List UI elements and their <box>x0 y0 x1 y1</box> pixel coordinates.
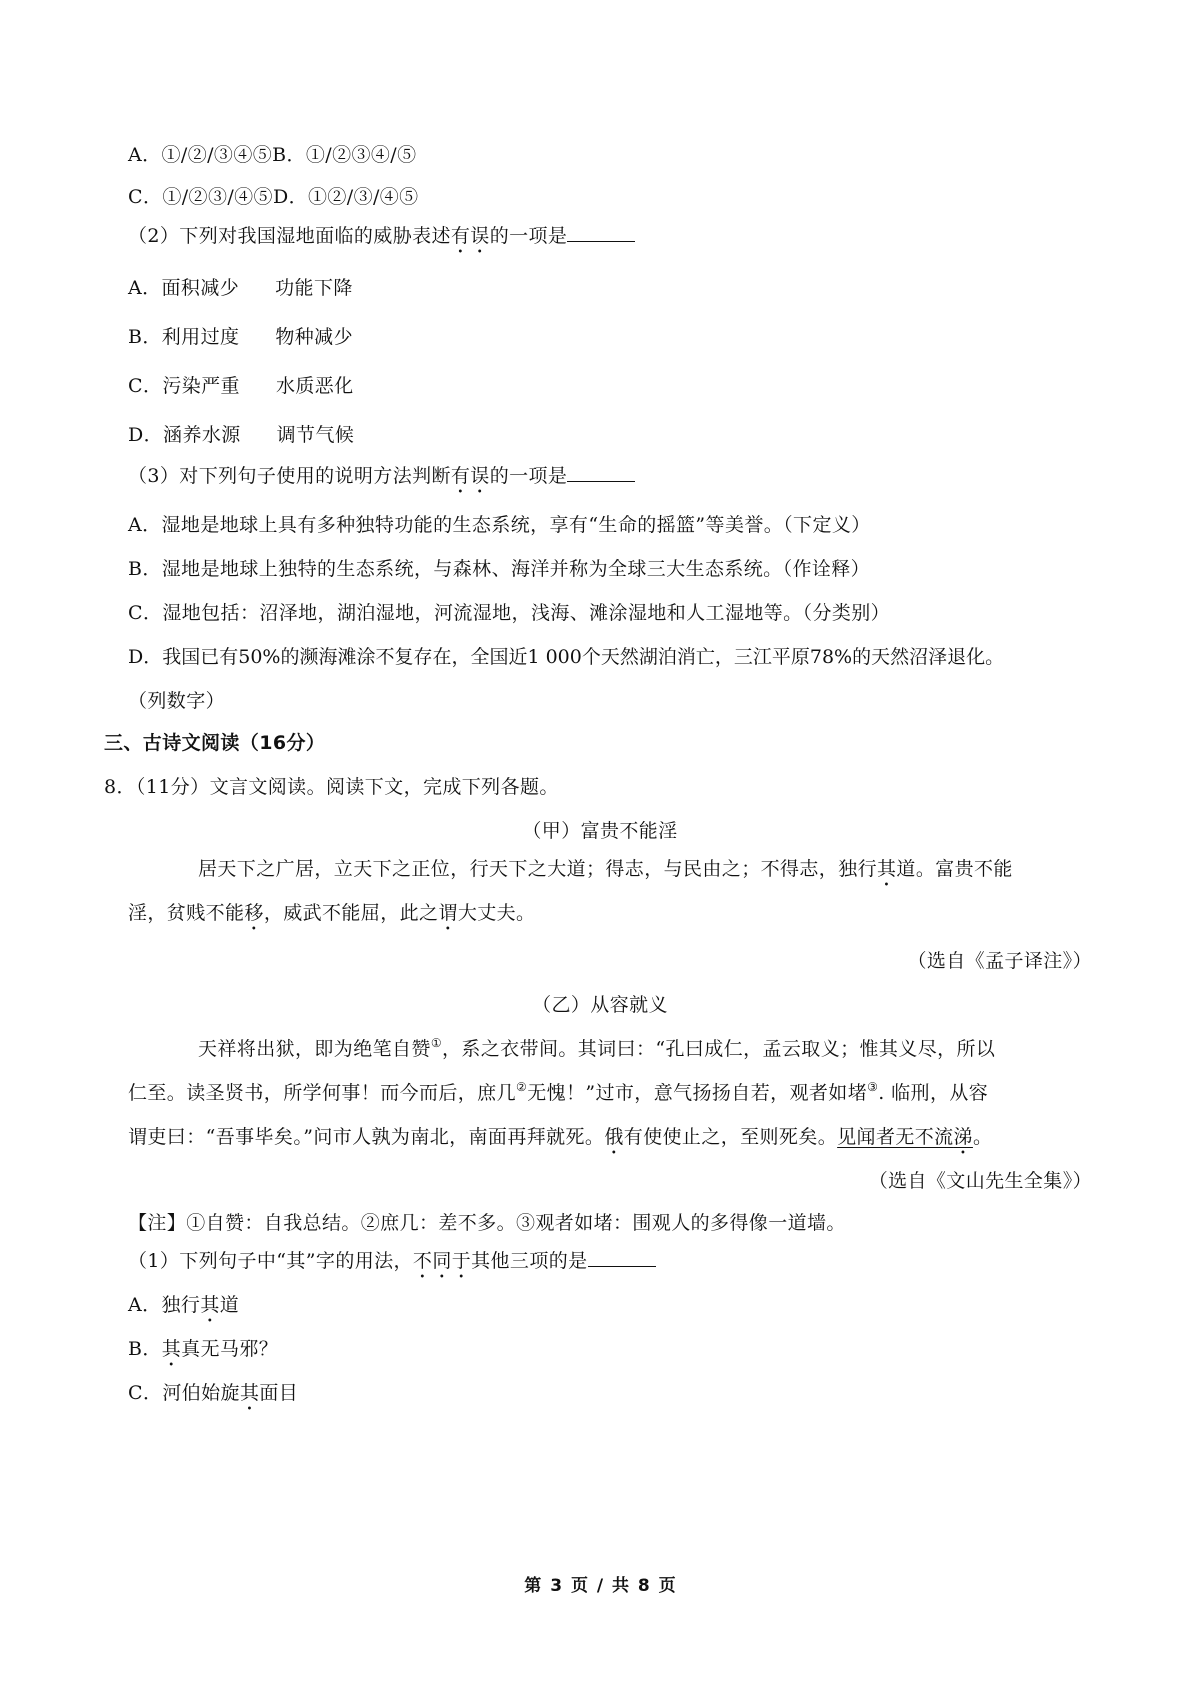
option-text: 涵养水源 <box>163 424 241 446</box>
passage-text: ，威武不能屈，此之 <box>263 902 439 924</box>
option-text: 道 <box>219 1294 240 1316</box>
emphasis-char: 其 <box>200 1294 220 1316</box>
footnote-mark: ② <box>516 1080 528 1094</box>
option-text: 利用过度 <box>161 326 240 348</box>
emphasis-text: 不同于 <box>412 1250 472 1272</box>
passage-text: 天祥将出狱，即为绝笔自赞 <box>198 1038 431 1060</box>
option-text: A．独行 <box>128 1294 201 1316</box>
passage-text: 大丈夫。 <box>457 902 536 924</box>
passage-yi-line3 <box>128 1124 992 1159</box>
annotation-note: 【注】①自赞：自我总结。②庶几：差不多。③观者如堵：围观人的多得像一道墙。 <box>128 1212 846 1234</box>
passage-text: 。 <box>972 1126 993 1148</box>
option-text: 水质恶化 <box>275 375 354 397</box>
answer-blank <box>567 223 635 242</box>
footnote-mark: ① <box>430 1036 442 1050</box>
emphasis-char: 移 <box>244 902 264 924</box>
q7-sub3-text: （3）对下列句子使用的说明方法判断 <box>128 465 451 487</box>
q8-sub1-question <box>128 1248 656 1283</box>
passage-jia-source: （选自《孟子译注》） <box>907 950 1092 972</box>
passage-text: 淫，贫贱不能 <box>128 902 245 924</box>
emphasis-char: 谓 <box>438 902 458 924</box>
answer-blank <box>567 463 635 482</box>
q7-sub2-option-c <box>128 373 354 399</box>
passage-text: 居天下之广居，立天下之正位，行天下之大道；得志，与民由之；不得志，独行 <box>198 858 878 880</box>
option-text: C．河伯始旋 <box>128 1382 240 1404</box>
q7-sub3-option-a: A．湿地是地球上具有多种独特功能的生态系统，享有“生命的摇篮”等美誉。（下定义） <box>128 514 871 536</box>
footnote-mark: ③ <box>867 1080 879 1094</box>
q7-sub3-option-b: B．湿地是地球上独特的生态系统，与森林、海洋并称为全球三大生态系统。（作诠释） <box>128 558 871 580</box>
q7-sub3-option-d: D．我国已有50%的濒海滩涂不复存在，全国近1 000个天然湖泊消亡，三江平原78%的天然沼泽退化。 <box>128 646 1005 668</box>
underlined-sentence: 见闻者无不流 <box>837 1126 954 1148</box>
q7-sub3-option-d-cont: （列数字） <box>128 690 226 712</box>
passage-yi-title: （乙）从容就义 <box>532 994 668 1016</box>
question-text: 其他三项的是 <box>471 1250 588 1272</box>
passage-text: ，系之衣带间。其词曰：“孔曰成仁，孟云取义；惟其义尽，所以 <box>441 1038 996 1060</box>
option-label: B． <box>128 326 162 348</box>
q7-sub3-text-end: 的一项是 <box>489 465 568 487</box>
emphasis-char: 涕 <box>953 1126 973 1148</box>
passage-yi-line1 <box>198 1036 995 1062</box>
option-label: D． <box>128 424 164 446</box>
passage-text: 谓吏曰：“吾事毕矣。”问市人孰为南北，南面再拜就死。 <box>128 1126 605 1148</box>
passage-jia-title: （甲）富贵不能淫 <box>522 820 678 842</box>
option-label: C． <box>128 375 163 397</box>
passage-yi-source: （选自《文山先生全集》） <box>868 1170 1092 1192</box>
passage-yi-line2 <box>128 1080 988 1106</box>
option-text: 物种减少 <box>275 326 353 348</box>
option-text: 面目 <box>259 1382 299 1404</box>
q7-sub1-options-cd: C．①/②③/④⑤D．①②/③/④⑤ <box>128 186 419 208</box>
q7-sub1-options-ab: A．①/②/③④⑤B．①/②③④/⑤ <box>128 144 417 166</box>
option-text: 面积减少 <box>161 277 240 299</box>
q7-sub3-option-c: C．湿地包括：沼泽地，湖泊湿地，河流湿地，浅海、滩涂湿地和人工湿地等。（分类别） <box>128 602 891 624</box>
q7-sub2-option-b <box>128 324 353 350</box>
option-label: A． <box>128 277 162 299</box>
question-text: （1）下列句子中“其”字的用法， <box>128 1250 413 1272</box>
option-text: 污染严重 <box>162 375 240 397</box>
option-text: 功能下降 <box>275 277 353 299</box>
q7-sub2-option-d <box>128 422 354 448</box>
q7-sub3-question <box>128 463 635 498</box>
q8-sub1-option-c <box>128 1380 298 1415</box>
q8-sub1-option-b <box>128 1336 278 1371</box>
emphasis-char: 俄 <box>604 1126 624 1148</box>
q7-sub2-emphasis: 有误 <box>450 225 490 247</box>
passage-text: 有使使止之，至则死矣。 <box>623 1126 838 1148</box>
q7-sub2-option-a <box>128 275 353 301</box>
passage-jia-line2 <box>128 900 535 935</box>
emphasis-char: 其 <box>161 1338 182 1360</box>
passage-text: 仁至。读圣贤书，所学何事！而今而后，庶几 <box>128 1082 517 1104</box>
passage-text: . 临刑，从容 <box>878 1082 989 1104</box>
q7-sub3-emphasis: 有误 <box>450 465 490 487</box>
passage-text: 无愧！”过市，意气扬扬自若，观者如堵 <box>527 1082 868 1104</box>
q7-sub2-text: （2）下列对我国湿地面临的威胁表述 <box>128 225 451 247</box>
option-text: B． <box>128 1338 162 1360</box>
page-footer: 第 3 页 / 共 8 页 <box>524 1576 676 1596</box>
passage-text: 道。富贵不能 <box>896 858 1013 880</box>
option-text: 真无马邪？ <box>181 1338 279 1360</box>
q8-sub1-option-a <box>128 1292 239 1327</box>
option-text: 调节气候 <box>276 424 355 446</box>
emphasis-char: 其 <box>239 1382 260 1404</box>
section-title: 三、古诗文阅读（16分） <box>104 732 326 754</box>
q7-sub2-text-end: 的一项是 <box>489 225 568 247</box>
q8-stem: 8．（11分）文言文阅读。阅读下文，完成下列各题。 <box>104 776 559 798</box>
passage-jia-line1 <box>198 856 1013 891</box>
q7-sub2-question <box>128 223 635 258</box>
answer-blank <box>588 1248 656 1267</box>
emphasis-char: 其 <box>877 858 897 880</box>
